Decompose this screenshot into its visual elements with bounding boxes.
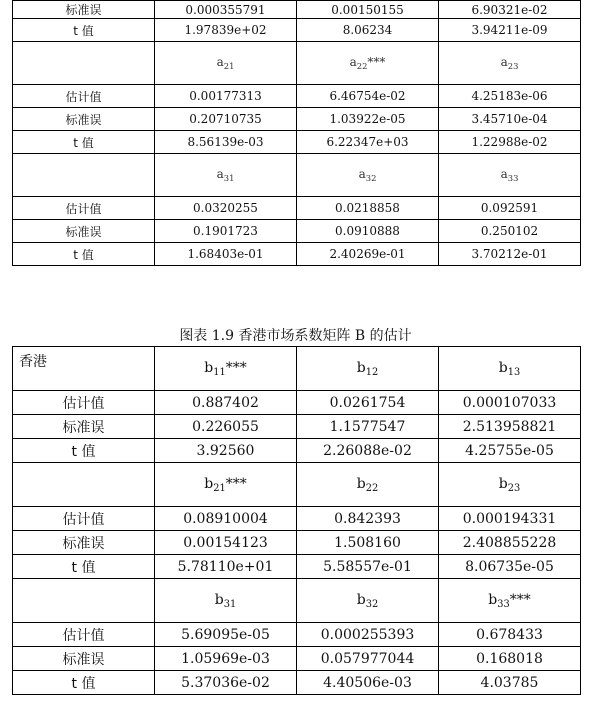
value-cell: 6.46754e-02 <box>297 85 439 108</box>
value-cell: 0.00154123 <box>155 531 297 555</box>
parameter-subscript: 21 <box>213 482 226 494</box>
row-label: 标准误 <box>13 415 155 439</box>
parameter-subscript: 12 <box>365 366 379 378</box>
value-cell: 2.408855228 <box>439 531 581 555</box>
parameter-subscript: 21 <box>223 61 235 71</box>
parameter-symbol: b <box>488 591 498 608</box>
value-cell: 0.0218858 <box>297 197 439 220</box>
value-cell: 4.40506e-03 <box>297 671 439 695</box>
row-label: 标准误 <box>13 531 155 555</box>
parameter-header <box>297 463 439 507</box>
parameter-subscript: 31 <box>223 598 237 610</box>
parameter-symbol: b <box>356 359 366 376</box>
parameter-subscript: 32 <box>365 173 377 183</box>
empty-cell <box>13 579 155 623</box>
parameter-symbol: b <box>498 475 508 492</box>
row-label: t 值 <box>13 671 155 695</box>
value-cell: 5.78110e+01 <box>155 555 297 579</box>
parameter-symbol: a <box>349 55 357 69</box>
row-label: t 值 <box>13 243 155 266</box>
value-cell: 0.092591 <box>439 197 581 220</box>
row-label: 标准误 <box>13 1 155 19</box>
empty-cell <box>13 42 155 85</box>
value-cell: 3.45710e-04 <box>439 108 581 131</box>
value-cell: 6.90321e-02 <box>439 1 581 19</box>
parameter-header-row <box>13 347 581 391</box>
value-cell: 3.70212e-01 <box>439 243 581 266</box>
value-cell: 0.0261754 <box>297 391 439 415</box>
value-cell: 0.00177313 <box>155 85 297 108</box>
parameter-header <box>155 347 297 391</box>
parameter-subscript: 31 <box>223 173 235 183</box>
value-cell: 1.1577547 <box>297 415 439 439</box>
value-cell: 0.00150155 <box>297 1 439 19</box>
row-label: t 值 <box>13 555 155 579</box>
parameter-header <box>439 347 581 391</box>
value-cell: 0.226055 <box>155 415 297 439</box>
value-cell: 1.22988e-02 <box>439 131 581 154</box>
parameter-subscript: 22 <box>356 61 368 71</box>
parameter-subscript: 11 <box>213 366 226 378</box>
empty-cell <box>13 154 155 197</box>
parameter-subscript: 33 <box>507 173 519 183</box>
value-cell: 3.92560 <box>155 439 297 463</box>
parameter-symbol: b <box>498 359 508 376</box>
table-b-body <box>13 347 581 695</box>
value-cell: 0.0320255 <box>155 197 297 220</box>
row-label: 标准误 <box>13 108 155 131</box>
value-cell: 1.97839e+02 <box>155 19 297 42</box>
value-cell: 0.057977044 <box>297 647 439 671</box>
parameter-subscript: 32 <box>365 598 379 610</box>
value-cell: 0.0910888 <box>297 220 439 243</box>
parameter-header <box>155 42 297 85</box>
value-cell: 0.250102 <box>439 220 581 243</box>
parameter-symbol: b <box>204 359 214 376</box>
table-row <box>13 243 581 266</box>
value-cell: 2.26088e-02 <box>297 439 439 463</box>
table-row <box>13 555 581 579</box>
row-label: t 值 <box>13 131 155 154</box>
value-cell: 3.94211e-09 <box>439 19 581 42</box>
parameter-header <box>297 347 439 391</box>
parameter-header-row <box>13 579 581 623</box>
value-cell: 2.513958821 <box>439 415 581 439</box>
parameter-header-row <box>13 42 581 85</box>
value-cell: 1.05969e-03 <box>155 647 297 671</box>
value-cell: 0.08910004 <box>155 507 297 531</box>
row-label: 标准误 <box>13 647 155 671</box>
table-row <box>13 131 581 154</box>
parameter-header-row <box>13 154 581 197</box>
parameter-header <box>155 579 297 623</box>
row-label: t 值 <box>13 19 155 42</box>
value-cell: 4.25183e-06 <box>439 85 581 108</box>
value-cell: 0.1901723 <box>155 220 297 243</box>
table-row <box>13 108 581 131</box>
parameter-subscript: 13 <box>507 366 521 378</box>
coefficient-table-b <box>12 346 581 695</box>
parameter-subscript: 22 <box>365 482 379 494</box>
table-row <box>13 391 581 415</box>
table-a-body <box>13 1 581 266</box>
row-label: 标准误 <box>13 220 155 243</box>
table-row <box>13 220 581 243</box>
value-cell: 8.06234 <box>297 19 439 42</box>
parameter-symbol: b <box>356 475 366 492</box>
parameter-subscript: 23 <box>507 61 519 71</box>
value-cell: 5.58557e-01 <box>297 555 439 579</box>
parameter-header-row <box>13 463 581 507</box>
value-cell: 0.000107033 <box>439 391 581 415</box>
parameter-header <box>439 463 581 507</box>
table-row <box>13 647 581 671</box>
parameter-symbol: a <box>358 167 366 181</box>
parameter-symbol: a <box>216 55 224 69</box>
parameter-header <box>297 579 439 623</box>
table-row <box>13 623 581 647</box>
value-cell: 0.168018 <box>439 647 581 671</box>
parameter-header <box>439 154 581 197</box>
parameter-header <box>297 42 439 85</box>
parameter-symbol: b <box>356 591 366 608</box>
value-cell: 4.03785 <box>439 671 581 695</box>
parameter-subscript: 33 <box>497 598 510 610</box>
row-label: 估计值 <box>13 391 155 415</box>
table-row <box>13 531 581 555</box>
value-cell: 0.678433 <box>439 623 581 647</box>
parameter-header <box>439 42 581 85</box>
parameter-header <box>297 154 439 197</box>
value-cell: 2.40269e-01 <box>297 243 439 266</box>
parameter-header <box>155 154 297 197</box>
value-cell: 0.20710735 <box>155 108 297 131</box>
row-label: 估计值 <box>13 623 155 647</box>
table-row <box>13 1 581 19</box>
parameter-subscript: 23 <box>507 482 521 494</box>
significance-marker: *** <box>509 591 531 608</box>
value-cell: 0.842393 <box>297 507 439 531</box>
table-caption: 图表 1.9 香港市场系数矩阵 B 的估计 <box>179 328 412 344</box>
value-cell: 8.06735e-05 <box>439 555 581 579</box>
significance-marker: *** <box>225 359 247 376</box>
parameter-symbol: a <box>500 167 508 181</box>
parameter-header <box>439 579 581 623</box>
row-label: 估计值 <box>13 507 155 531</box>
parameter-header <box>155 463 297 507</box>
parameter-symbol: b <box>204 475 214 492</box>
table-row <box>13 197 581 220</box>
table-row <box>13 671 581 695</box>
value-cell: 1.508160 <box>297 531 439 555</box>
coefficient-table-a <box>12 0 581 266</box>
row-label: 估计值 <box>13 85 155 108</box>
significance-marker: *** <box>225 475 247 492</box>
value-cell: 1.68403e-01 <box>155 243 297 266</box>
value-cell: 5.69095e-05 <box>155 623 297 647</box>
value-cell: 0.000355791 <box>155 1 297 19</box>
table-row <box>13 439 581 463</box>
value-cell: 6.22347e+03 <box>297 131 439 154</box>
parameter-symbol: b <box>214 591 224 608</box>
value-cell: 4.25755e-05 <box>439 439 581 463</box>
value-cell: 0.000194331 <box>439 507 581 531</box>
parameter-symbol: a <box>500 55 508 69</box>
value-cell: 1.03922e-05 <box>297 108 439 131</box>
value-cell: 0.000255393 <box>297 623 439 647</box>
table-row <box>13 507 581 531</box>
row-label: t 值 <box>13 439 155 463</box>
table-row <box>13 19 581 42</box>
significance-marker: *** <box>367 55 386 69</box>
value-cell: 0.887402 <box>155 391 297 415</box>
value-cell: 8.56139e-03 <box>155 131 297 154</box>
table-row <box>13 85 581 108</box>
market-label: 香港 <box>13 347 155 391</box>
row-label: 估计值 <box>13 197 155 220</box>
value-cell: 5.37036e-02 <box>155 671 297 695</box>
table-row <box>13 415 581 439</box>
empty-cell <box>13 463 155 507</box>
parameter-symbol: a <box>216 167 224 181</box>
